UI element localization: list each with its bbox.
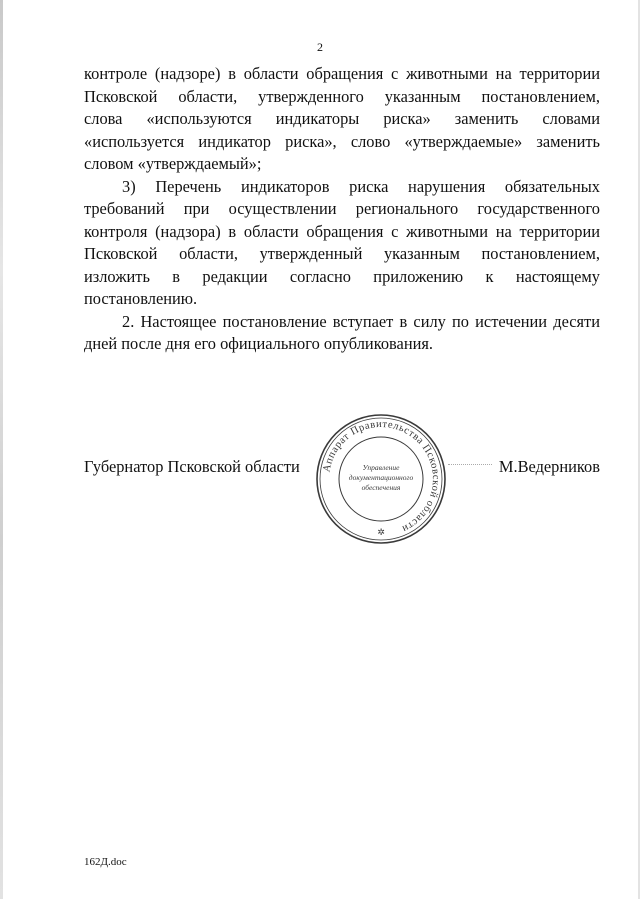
svg-text:Управление: Управление xyxy=(362,463,400,472)
body-line: постановлению. xyxy=(84,289,198,308)
svg-text:документационного: документационного xyxy=(348,473,414,482)
body-line: «используется индикатор риска», слово «утверждаемые» заменить xyxy=(84,131,600,151)
seal-stamp-icon xyxy=(314,412,448,546)
document-body xyxy=(84,63,600,356)
page-number: 2 xyxy=(317,40,323,54)
body-line: требований при осуществлении регионального государственного xyxy=(84,199,600,218)
body-line: Псковской области, утвержденного указанным постановлением, xyxy=(84,86,600,106)
body-line: контроле (надзоре) в области обращения с животными на территории xyxy=(84,64,600,83)
body-line: контроля (надзора) в области обращения с животными на территории xyxy=(84,221,600,241)
svg-text:✲: ✲ xyxy=(377,528,385,538)
official-seal xyxy=(314,412,448,546)
svg-text:обеспечения: обеспечения xyxy=(361,483,401,492)
signatory-position: Губернатор Псковской области xyxy=(84,457,300,476)
body-line: изложить в редакции согласно приложению к настоящему xyxy=(84,266,600,286)
body-line: слова «используются индикаторы риска» заменить словами xyxy=(84,109,600,128)
svg-text:Аппарат Правительства Псковско: Аппарат Правительства Псковской области xyxy=(321,418,442,535)
body-line: дней после дня его официального опубликования. xyxy=(84,334,433,353)
body-line: 2. Настоящее постановление вступает в силу по истечении десяти xyxy=(122,311,600,331)
body-line: словом «утверждаемый»; xyxy=(84,154,262,173)
scan-edge-left xyxy=(0,0,3,899)
body-line: 3) Перечень индикаторов риска нарушения обязательных xyxy=(122,176,600,196)
signatory-name: М.Ведерников xyxy=(498,457,600,476)
body-line: Псковской области, утвержденный указанным постановлением, xyxy=(84,244,600,263)
signature-line xyxy=(448,464,492,466)
file-name: 162Д.doc xyxy=(84,856,127,868)
